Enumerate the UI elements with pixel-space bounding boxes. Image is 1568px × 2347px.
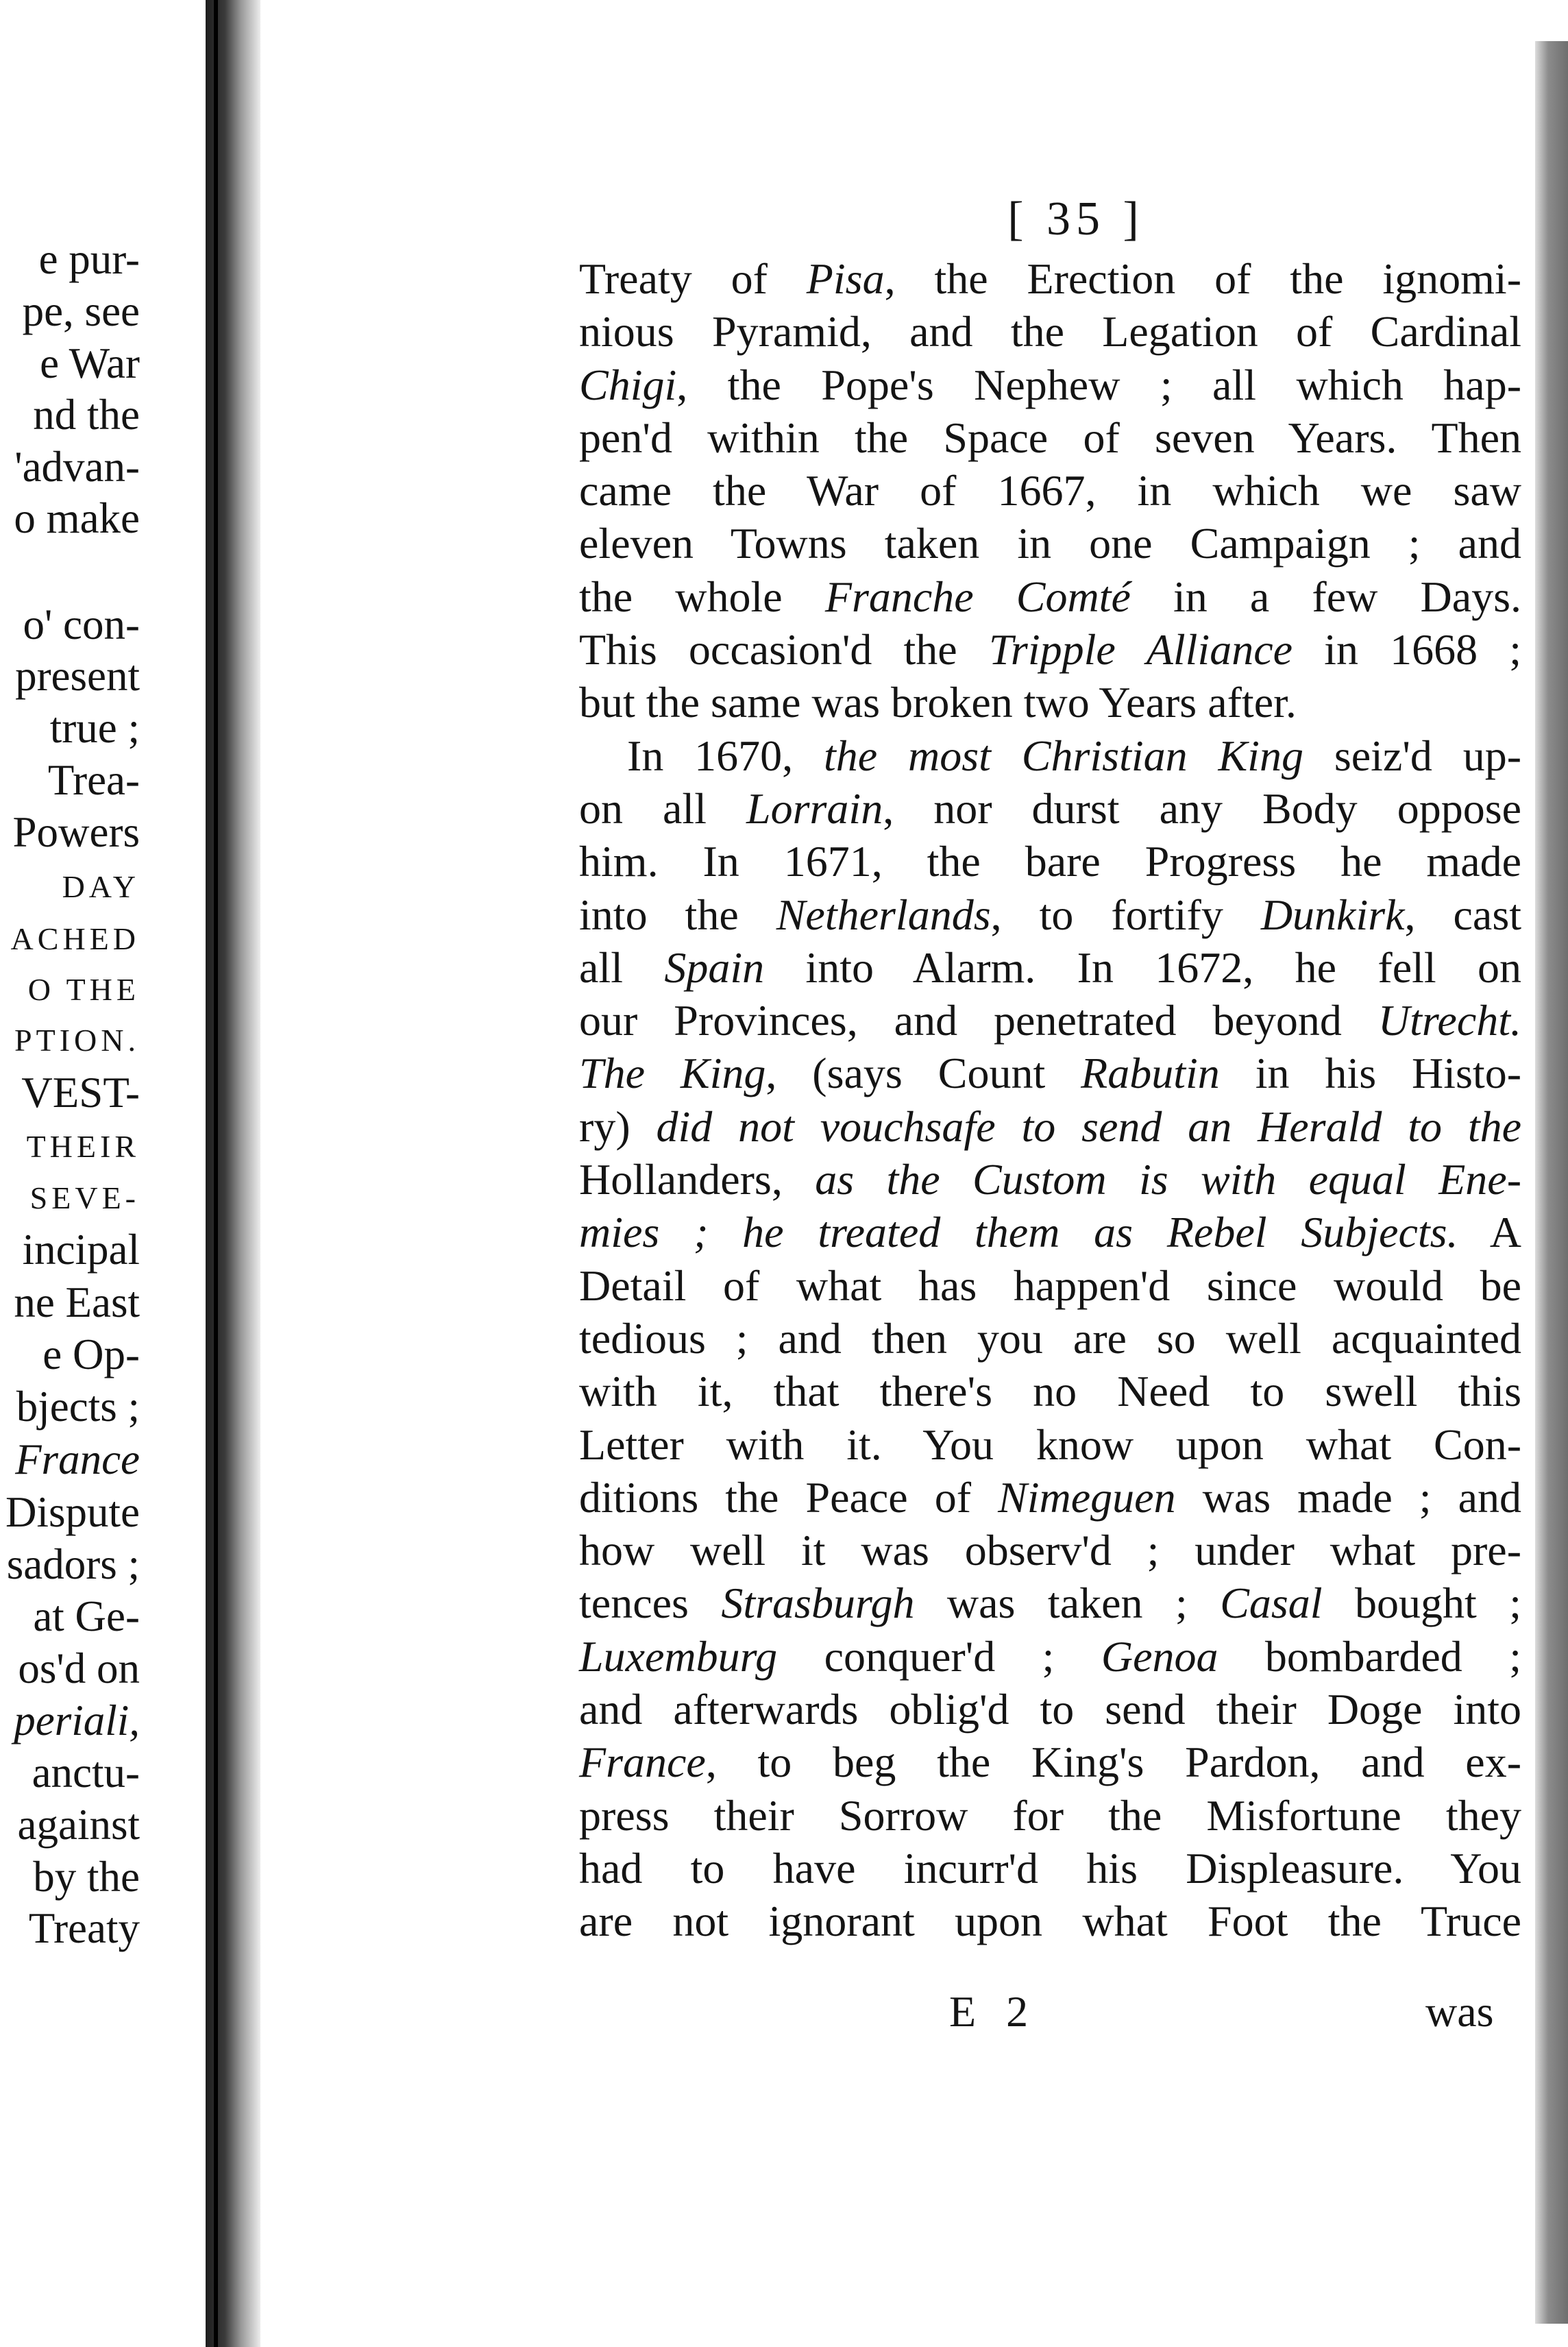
- roman-text: was taken ;: [914, 1579, 1221, 1628]
- italic-text: Netherlands: [776, 890, 991, 939]
- text-line: [579, 517, 1521, 570]
- roman-text: all: [579, 943, 665, 992]
- roman-text: him. In 1671, the bare Progress he made: [579, 837, 1521, 886]
- roman-text: the whole: [579, 572, 825, 621]
- roman-text: , the Erection of the ignomi-: [884, 254, 1522, 303]
- italic-text: Genoa: [1101, 1631, 1218, 1681]
- roman-text: , cast: [1404, 890, 1522, 939]
- italic-text: the most Christian King: [824, 731, 1303, 780]
- roman-text: A: [1458, 1208, 1522, 1257]
- italic-text: Luxemburg: [579, 1631, 778, 1681]
- facing-page-line: ACHED: [10, 921, 140, 956]
- text-line: [579, 1365, 1521, 1418]
- roman-text: nious Pyramid, and the Legation of Cardinal: [579, 307, 1521, 356]
- facing-page-line: bjects ;: [16, 1383, 140, 1431]
- italic-text: Pisa: [806, 254, 885, 303]
- facing-page-line: periali,: [14, 1697, 140, 1744]
- roman-text: into the: [579, 890, 776, 939]
- facing-page-line: ne East: [14, 1278, 140, 1326]
- roman-text: pen'd within the Space of seven Years. Then: [579, 413, 1521, 462]
- italic-text: did not vouchsafe to send an Herald to the: [656, 1102, 1522, 1151]
- roman-text: but the same was broken two Years after.: [579, 678, 1297, 727]
- roman-text: , to beg the King's Pardon, and ex-: [705, 1738, 1521, 1787]
- facing-page-line: VEST-: [21, 1069, 140, 1117]
- facing-page-line: os'd on: [18, 1644, 140, 1692]
- text-line: [579, 1100, 1521, 1153]
- text-line: [579, 676, 1521, 729]
- italic-text: France: [579, 1738, 706, 1787]
- roman-text: , (says Count: [765, 1049, 1081, 1098]
- text-line: [579, 782, 1521, 835]
- text-line: [579, 1471, 1521, 1524]
- facing-page-line: Powers: [12, 808, 140, 856]
- roman-text: , to fortify: [990, 890, 1261, 939]
- text-line: [579, 1683, 1521, 1736]
- text-line: [579, 623, 1521, 676]
- roman-text: Letter with it. You know upon what Con-: [579, 1420, 1521, 1469]
- text-line: [579, 835, 1521, 888]
- facing-page-line: sadors ;: [6, 1540, 140, 1588]
- italic-text: Nimeguen: [998, 1472, 1176, 1522]
- facing-page-line: France: [15, 1435, 140, 1483]
- roman-text: conquer'd ;: [777, 1631, 1101, 1681]
- text-line: [579, 1524, 1521, 1577]
- facing-page-line: anctu-: [32, 1749, 140, 1797]
- roman-text: Hollanders,: [579, 1155, 816, 1204]
- roman-text: seiz'd up-: [1303, 731, 1522, 780]
- gutter-edge: [214, 0, 218, 2347]
- text-line: [579, 1789, 1521, 1842]
- facing-page-fragment: [0, 0, 206, 2347]
- facing-page-line: present: [15, 652, 140, 700]
- roman-text: Treaty of: [579, 254, 807, 303]
- roman-text: In 1670,: [627, 731, 824, 780]
- italic-text: The King: [579, 1049, 766, 1098]
- facing-page-line: e Op-: [42, 1330, 140, 1378]
- roman-text: how well it was observ'd ; under what pre-: [579, 1526, 1521, 1575]
- roman-text: bombarded ;: [1218, 1631, 1522, 1681]
- signature-mark: E 2: [949, 1987, 1038, 2036]
- roman-text: tedious ; and then you are so well acquainted: [579, 1313, 1521, 1363]
- italic-text: Rabutin: [1081, 1049, 1220, 1098]
- roman-text: ditions the Peace of: [579, 1472, 999, 1522]
- facing-page-line: O THE: [27, 972, 140, 1007]
- roman-text: was made ; and: [1175, 1472, 1521, 1522]
- page-edge-top: [1535, 0, 1568, 41]
- facing-page-line: e pur-: [38, 235, 140, 283]
- text-line: [579, 1206, 1521, 1258]
- text-line: [579, 1842, 1521, 1895]
- roman-text: , the Pope's Nephew ; all which hap-: [676, 360, 1521, 409]
- roman-text: eleven Towns taken in one Campaign ; and: [579, 519, 1521, 568]
- facing-page-line: o make: [14, 494, 140, 542]
- roman-text: Detail of what has happen'd since would be: [579, 1261, 1521, 1310]
- roman-text: press their Sorrow for the Misfortune they: [579, 1790, 1521, 1840]
- text-line: [579, 1577, 1521, 1629]
- text-line: [579, 994, 1521, 1047]
- roman-text: with it, that there's no Need to swell this: [579, 1367, 1521, 1416]
- roman-text: in a few Days.: [1130, 572, 1522, 621]
- text-line: [579, 1895, 1521, 1947]
- facing-page-line: nd the: [33, 391, 140, 439]
- catchword: was: [1425, 1987, 1494, 2036]
- text-line: [579, 358, 1521, 411]
- facing-page-line: incipal: [22, 1226, 140, 1274]
- italic-text: mies ; he treated them as Rebel Subjects.: [579, 1208, 1458, 1257]
- roman-text: bought ;: [1322, 1579, 1522, 1628]
- roman-text: in 1668 ;: [1293, 625, 1522, 674]
- facing-page-line: at Ge-: [33, 1592, 140, 1640]
- italic-text: as the Custom is with equal Ene-: [815, 1155, 1522, 1204]
- facing-page-line: true ;: [49, 704, 140, 752]
- facing-page-line: Dispute: [5, 1488, 140, 1536]
- text-line: [579, 252, 1521, 305]
- text-line: [579, 1153, 1521, 1206]
- text-line: [579, 1259, 1521, 1312]
- roman-text: tences: [579, 1579, 722, 1628]
- roman-text: had to have incurr'd his Displeasure. You: [579, 1843, 1521, 1893]
- text-line: [579, 1736, 1521, 1788]
- facing-page-line: against: [17, 1801, 140, 1849]
- facing-page-line: PTION.: [14, 1023, 140, 1058]
- italic-text: Utrecht.: [1377, 996, 1521, 1045]
- text-line: [579, 888, 1521, 941]
- page-body-text: [579, 252, 1521, 1948]
- text-line: [579, 729, 1521, 782]
- roman-text: and afterwards oblig'd to send their Doge into: [579, 1685, 1521, 1734]
- facing-page-line: pe, see: [22, 287, 140, 335]
- italic-text: Franche Comté: [824, 572, 1131, 621]
- text-line: [579, 305, 1521, 358]
- facing-page-line: Trea-: [47, 756, 140, 804]
- text-line: [579, 1312, 1521, 1365]
- text-line: [579, 941, 1521, 994]
- book-page: [260, 0, 1535, 2347]
- roman-text: came the War of 1667, in which we saw: [579, 466, 1521, 515]
- roman-text: , nor durst any Body oppose: [883, 783, 1522, 833]
- page-number: [ 35 ]: [1007, 193, 1144, 245]
- facing-page-line: by the: [33, 1853, 140, 1901]
- roman-text: on all: [579, 783, 747, 833]
- text-line: [579, 570, 1521, 623]
- roman-text: are not ignorant upon what Foot the Truce: [579, 1897, 1521, 1946]
- italic-text: Spain: [664, 943, 765, 992]
- roman-text: into Alarm. In 1672, he fell on: [764, 943, 1522, 992]
- roman-text: in his Histo-: [1219, 1049, 1522, 1098]
- facing-page-line: 'advan-: [14, 443, 140, 491]
- italic-text: Casal: [1220, 1579, 1323, 1628]
- text-line: [579, 411, 1521, 464]
- facing-page-line: THEIR: [26, 1129, 140, 1164]
- text-line: [579, 1630, 1521, 1683]
- roman-text: our Provinces, and penetrated beyond: [579, 996, 1378, 1045]
- page-edge-shadow: [1535, 41, 1568, 2324]
- roman-text: This occasion'd the: [579, 625, 989, 674]
- italic-text: Strasburgh: [721, 1579, 915, 1628]
- text-line: [579, 1047, 1521, 1099]
- facing-page-line: o' con-: [23, 600, 140, 648]
- text-line: [579, 464, 1521, 517]
- italic-text: Tripple Alliance: [988, 625, 1293, 674]
- italic-text: Chigi: [579, 360, 677, 409]
- facing-page-line: e War: [40, 339, 140, 387]
- roman-text: ry): [579, 1102, 657, 1151]
- italic-text: Dunkirk: [1260, 890, 1405, 939]
- facing-page-line: SEVE-: [29, 1180, 140, 1215]
- facing-page-line: DAY: [62, 869, 140, 904]
- italic-text: Lorrain: [746, 783, 883, 833]
- facing-page-line: Treaty: [28, 1904, 140, 1952]
- text-line: [579, 1418, 1521, 1471]
